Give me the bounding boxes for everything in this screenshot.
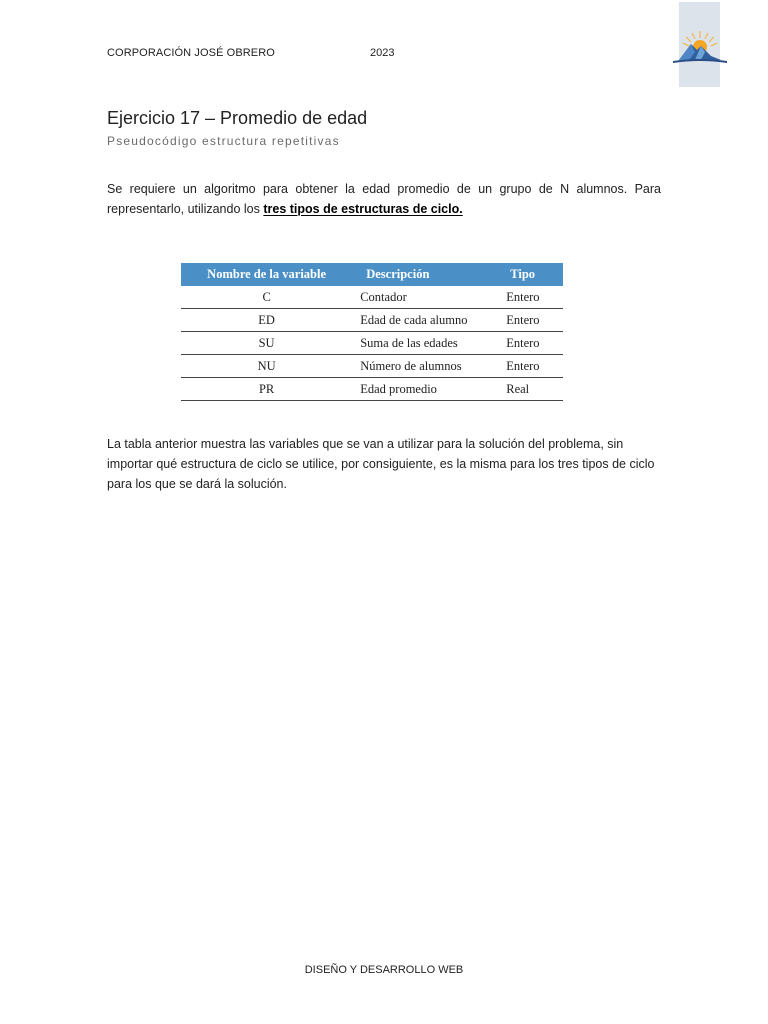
variables-table xyxy=(181,263,563,401)
table-row xyxy=(181,309,563,332)
header-year: 2023 xyxy=(370,47,395,59)
explanation-paragraph: La tabla anterior muestra las variables que se van a utilizar para la solución del problema, sin importar qué estructura de ciclo se utilice, por consiguiente, es la misma para los tres tipos de ciclo para los que se dará la solución. xyxy=(107,437,655,491)
cell-description: Número de alumnos xyxy=(352,355,504,378)
cell-type: Entero xyxy=(504,332,563,355)
table-row xyxy=(181,332,563,355)
page-subtitle: Pseudocódigo estructura repetitivas xyxy=(107,134,340,148)
cell-variable: NU xyxy=(181,355,352,378)
cell-variable: SU xyxy=(181,332,352,355)
table-header-row xyxy=(181,263,563,286)
header-description: Descripción xyxy=(352,263,504,286)
logo xyxy=(679,2,720,87)
footer-text: DISEÑO Y DESARROLLO WEB xyxy=(304,964,464,976)
table-row xyxy=(181,286,563,309)
cell-description: Contador xyxy=(352,286,504,309)
cell-type: Entero xyxy=(504,309,563,332)
mountain-sun-logo-icon xyxy=(671,28,729,68)
header-organization: CORPORACIÓN JOSÉ OBRERO xyxy=(107,47,275,59)
header-type: Tipo xyxy=(504,263,563,286)
cell-variable: PR xyxy=(181,378,352,401)
cell-variable: C xyxy=(181,286,352,309)
cell-variable: ED xyxy=(181,309,352,332)
cell-description: Edad de cada alumno xyxy=(352,309,504,332)
cell-type: Entero xyxy=(504,286,563,309)
cell-type: Real xyxy=(504,378,563,401)
intro-text: Se requiere un algoritmo para obtener la edad promedio de un grupo de N alumnos. Para representarlo, utilizando los xyxy=(107,182,661,216)
intro-paragraph xyxy=(107,179,661,219)
table-row xyxy=(181,355,563,378)
header-variable-name: Nombre de la variable xyxy=(181,263,352,286)
intro-bold-text: tres tipos de estructuras de ciclo. xyxy=(263,202,463,216)
table-row xyxy=(181,378,563,401)
cell-description: Suma de las edades xyxy=(352,332,504,355)
cell-type: Entero xyxy=(504,355,563,378)
cell-description: Edad promedio xyxy=(352,378,504,401)
page-title: Ejercicio 17 – Promedio de edad xyxy=(107,108,368,128)
